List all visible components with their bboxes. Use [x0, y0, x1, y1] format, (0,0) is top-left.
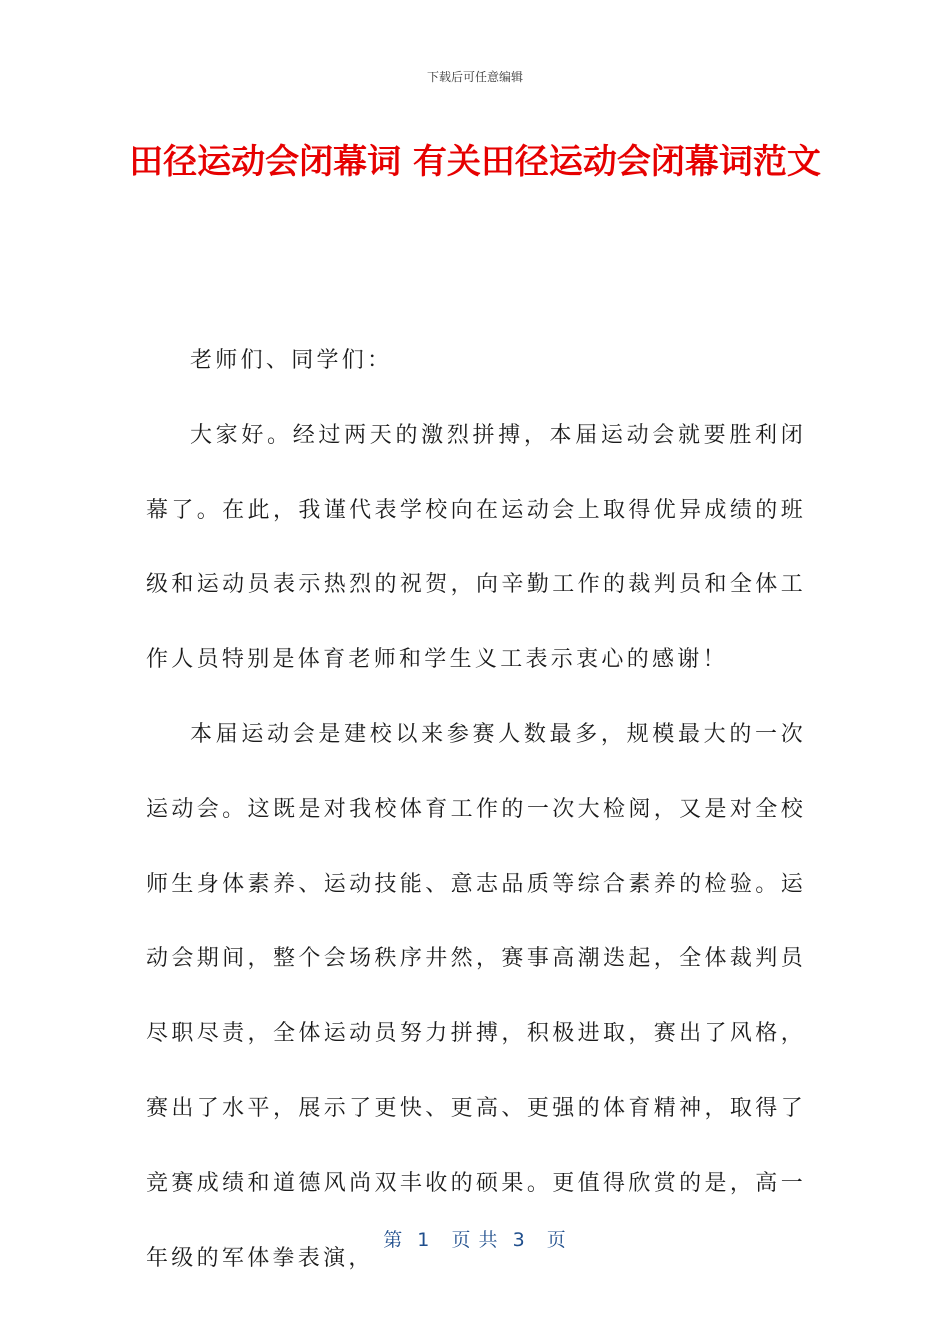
document-title: 田径运动会闭幕词 有关田径运动会闭幕词范文 [129, 142, 821, 182]
paragraph-welcome: 大家好。经过两天的激烈拼搏，本届运动会就要胜利闭幕了。在此，我谨代表学校向在运动会上取得优异成绩的班级和运动员表示热烈的祝贺，向辛勤工作的裁判员和全体工作人员特别是体育老师和学生义工表示衷心的感谢！ [146, 422, 806, 673]
paragraph-review: 本届运动会是建校以来参赛人数最多，规模最大的一次运动会。这既是对我校体育工作的一次大检阅，又是对全校师生身体素养、运动技能、意志品质等综合素养的检验。运动会期间，整个会场秩序井然，赛事高潮迭起，全体裁判员尽职尽责，全体运动员努力拼搏，积极进取，赛出了风格，赛出了水平，展示了更快、更高、更强的体育精神，取得了竞赛成绩和道德风尚双丰收的硕果。更值得欣赏的是，高一年级的军体拳表演， [146, 721, 806, 1271]
page-footer: 第 1 页 共 3 页 [383, 1229, 567, 1251]
paragraph-greeting: 老师们、同学们： [190, 348, 393, 373]
header-note: 下载后可任意编辑 [426, 70, 523, 84]
document-body [146, 324, 806, 1296]
